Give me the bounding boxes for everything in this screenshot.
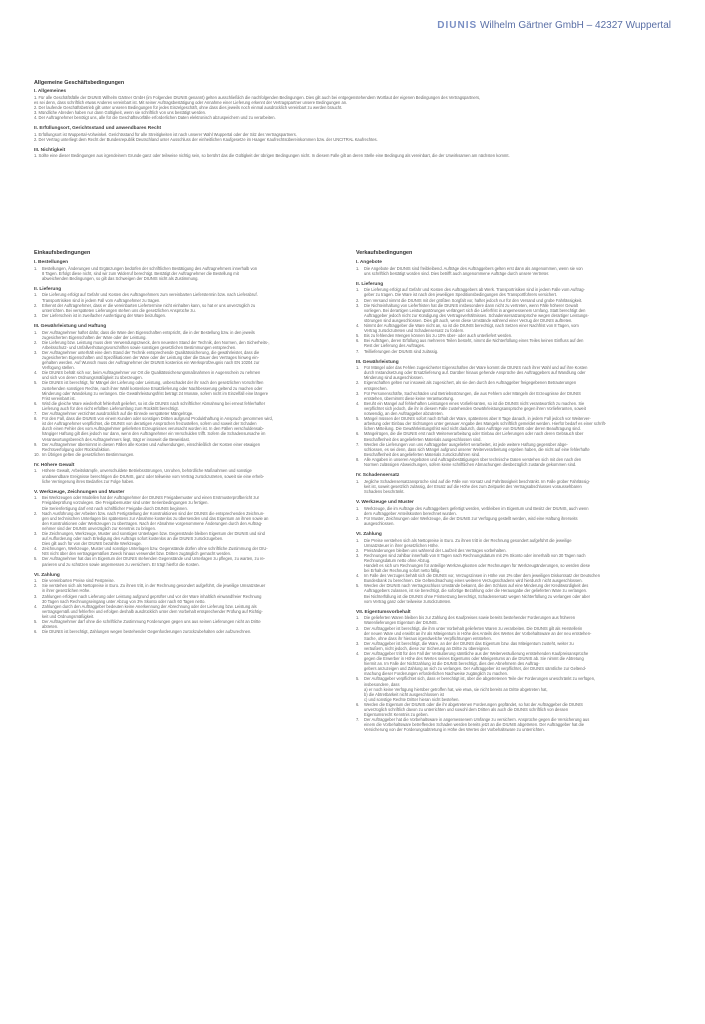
section-heading: II. Lieferung: [356, 281, 384, 287]
clause-number: 5.: [34, 380, 38, 386]
clause-line: Mängelrügen, die die DIUNIS erst nach Weiterverarbeitung oder Einbau der Lieferungen oder nach deren Gebrauch über: [364, 431, 584, 437]
clause-item: [356, 416, 656, 431]
clause-number: 4.: [34, 546, 38, 552]
clause-item: [34, 556, 334, 566]
clause-line: Für Muster, Zeichnungen oder Werkzeuge, die der DIUNIS zur Verfügung gestellt werden, wird eine Haftung ihrerseits: [364, 515, 578, 521]
clause-item: [34, 468, 334, 483]
terms-section: [34, 287, 334, 318]
clause-item: [34, 452, 334, 457]
clause-number: 1.: [356, 265, 360, 271]
clause-number: 5.: [34, 619, 38, 624]
clause-number: 1.: [34, 329, 38, 335]
clause-item: [34, 629, 334, 634]
clause-line: vorliegen. Bei derartigen Leistungsstörungen verlängert sich die Lieferfrist in angemessenem Umfang. Statt berechtigt den: [364, 307, 586, 313]
clause-item: [356, 349, 656, 354]
clause-number: 3.: [356, 302, 360, 308]
clause-number: 6.: [34, 400, 38, 406]
section-heading: IV. Höhere Gewalt: [34, 462, 75, 468]
terms-section: [356, 282, 656, 354]
clause-line: schlossen, es sei denn, dass sich Mängel aufgrund unserer Weiterverarbeitung ergeben haben, die nicht auf eine fehlerhafte: [364, 446, 590, 452]
general-terms: [34, 80, 671, 165]
clause-line: veräußern, nicht jedoch, diese zur Sicherung an Dritte zu übereignen.: [364, 645, 491, 651]
clause-item: [34, 495, 334, 510]
clause-item: [356, 553, 656, 563]
clause-line: es sei denn, dass schriftlich etwas Anderes vereinbart ist. Mit seiner Auftragsbestätigung oder Annahme einer Lieferung erkennt der Vertragspartner unsere Bedingungen an.: [34, 99, 348, 105]
section-heading: V. Werkzeuge, Zeichnungen und Muster: [34, 489, 125, 495]
clause-line: Die Nichteinhaltung von Lieferfristen hat die DIUNIS insbesondere dann nicht zu vertreten, wenn Fälle höherer Gewalt: [364, 302, 578, 308]
clause-item: [356, 365, 656, 380]
clause-line: Handelt es sich um Rechnungen für anteilige Werkzeugkosten oder Rechnungen für Werkzeugänderungen, so werden diese: [364, 562, 591, 568]
clause-line: Arbeitsschutz- und Unfallverhütungsvorschriften sowie sonstigen gesetzlichen Bestimmungen entsprechen.: [42, 344, 237, 350]
clause-line: Die Preise verstehen sich als Nettopreise in Euro. Zu ihnen tritt in der Rechnung gesondert aufgeführt die jeweilige: [364, 537, 572, 543]
clause-number: 10.: [34, 451, 40, 457]
clause-line: in ihrer gesetzlichen Höhe.: [42, 588, 91, 594]
clause-line: Lieferung auch für den nicht erfüllten Lieferumfang zum Rücktritt berechtigt.: [42, 405, 179, 411]
section-heading: II. Lieferung: [34, 286, 62, 292]
clause-line: Versicherung von der Forderungsabtretung in Höhe des Wertes der Vorbehaltsware zu unterrichten.: [364, 727, 545, 733]
clause-line: dem Auftraggeber Anteilskosten berechnet wurden.: [364, 510, 457, 516]
clause-line: zugesicherten Eigenschaften der Ware oder der Leistung.: [42, 334, 147, 340]
clause-number: 4.: [356, 400, 360, 406]
clause-line: Transportrisiken sind in jedem Fall vom Auftragnehmer zu tragen.: [42, 297, 161, 303]
clause-line: Eigentumsrecht Kenntnis zu geben.: [364, 712, 429, 718]
clause-number: 3.: [356, 390, 360, 396]
clause-line: Nimmt der Auftraggeber die Ware nicht an, so ist die DIUNIS berechtigt, nach Setzen einer Nachfrist von 8 Tagen, vom: [364, 323, 579, 329]
clause-line: notwendig, an den Auftraggeber abzutreten.: [364, 411, 444, 417]
general-section: [34, 126, 671, 142]
clause-item: [356, 266, 656, 276]
clause-item: [356, 380, 656, 390]
clause-line: 1. Für alle Geschäftsfälle der DIUNIS Wilhelm Gärtner GmbH (im Folgenden DIUNIS genannt) gelten ausschließlich die nachfolgenden Bedingungen. Dies gilt auch bei entgegenstehendem Wortlaut der eigenen Bedingungen des Vertragspartners,: [34, 94, 481, 100]
section-heading: VII. Eigentumsvorbehalt: [356, 609, 411, 615]
clause-item: [356, 287, 656, 297]
clause-line: 1. Sollte eine dieser Bedingungen aus irgendeinem Grunde ganz oder teilweise nichtig sein, so berührt das die Gültigkeit der übrigen Bedingungen nicht. In diesem Falle gilt an deren Stelle eine Bedingung als vereinbart, die der Unwirksamen am nächsten kommt.: [34, 153, 510, 159]
clause-line: Minderung oder Wandelung zu verlangen. Die Gewährleistungsfrist beträgt 24 Monate, sofern nicht im Einzelfall eine längere: [42, 390, 269, 396]
clause-item: [34, 604, 334, 619]
clause-line: Freigabeprüfung vorzulegen. Die Freigabemuster sind unter Serienbedingungen zu fertigen.: [42, 500, 209, 506]
clause-number: 3.: [34, 312, 38, 318]
clause-item: [34, 583, 334, 593]
clause-line: Beruht ein Mangel auf fehlerhaften Leistungen eines Vorlieferanten, so ist die DIUNIS nicht verantwortlich zu machen. Sie: [364, 400, 585, 406]
clause-line: den Konstruktionen oder Werkzeugen zu übertragen. Nach der Abnahme vorgenommene Änderungen durch den Auftrag-: [42, 520, 263, 526]
clause-line: durch Instandsetzung oder Ersatzlieferung auf. Darüber hinaus gehende Ansprüche des Auftraggebers auf Wandlung oder: [364, 370, 586, 376]
clause-line: Bei Nichterfüllung ist die DIUNIS ohne Fristsetzung berechtigt, Schadensersatz wegen Nichterfüllung zu verlangen oder aber: [364, 593, 590, 599]
clause-number: 2.: [356, 380, 360, 386]
clause-item: [356, 615, 656, 625]
clause-line: c) und sonstige Rechte Dritter hieran nicht bestehen.: [364, 696, 460, 702]
general-section: [34, 89, 671, 120]
clause-line: gen und technischen Unterlagen bis spätestens zur Abnahme kostenlos zu übersenden und das Eigentum an ihnen sowie an: [42, 515, 269, 521]
clause-line: 3. Mündliche Abreden haben nur dann Gültigkeit, wenn sie schriftlich von uns bestätigt werden.: [34, 109, 207, 115]
clause-line: 8 Tagen. Erfolgt diese nicht, sind wir zum Widerruf berechtigt. Bestätigt der Auftragnehmer die Bestellung mit: [42, 270, 239, 276]
clause-number: 4.: [34, 370, 38, 376]
general-section: [34, 148, 671, 159]
clause-item: [356, 573, 656, 583]
clause-line: Die Lieferung erfolgt auf Gefahr und Kosten des Auftraggebers ab Werk. Transportrisiken sind in jedem Falle vom Auftrag-: [364, 287, 585, 293]
clause-line: Teillieferungen der DIUNIS sind zulässig.: [364, 348, 439, 354]
clause-number: 7.: [356, 348, 360, 354]
clause-line: insbesondere, dass: [364, 681, 400, 687]
brand-logo: DIUNIS: [437, 20, 478, 31]
terms-section: [356, 360, 656, 467]
clause-line: Im Übrigen gelten die gesetzlichen Bestimmungen.: [42, 451, 135, 457]
terms-section: [34, 490, 334, 567]
clause-line: liche Verringerung ihres Bedarfes zur Folge haben.: [42, 478, 135, 484]
clause-line: Verfügung stellen.: [42, 365, 75, 371]
clause-number: 4.: [356, 573, 360, 579]
clause-item: [356, 717, 656, 732]
clause-line: Beschaffenheit des angelieferten Materials ausgeschlossen sind.: [364, 436, 482, 442]
clause-number: 2.: [356, 297, 360, 303]
clause-number: 3.: [356, 552, 360, 558]
clause-line: hiermit an. Im Falle der Nichtzahlung ist die DIUNIS berechtigt, dies den Abnehmern des Auftrag-: [364, 661, 540, 667]
clause-item: [34, 350, 334, 370]
clause-line: Der Auftraggeber ist berechtigt, die ihm unter Vorbehalt gelieferten Waren zu verarbeiten. Die DIUNIS gilt als Herstellerin: [364, 625, 583, 631]
clause-line: Die Lieferung bzw. Leistung muss dem Verwendungszweck, dem neuesten Stand der Technik, den Normen, den Sicherheits-,: [42, 339, 270, 345]
clause-line: Die DIUNIS ist berechtigt, Zahlungen wegen bestehender Gegenforderungen zurückzubehalten oder aufzurechnen.: [42, 629, 252, 635]
clause-line: Vertrag zurückzutreten und Schadensersatz zu fordern.: [364, 328, 465, 334]
clause-line: verpflichtet sich jedoch, die ihr in diesem Falle zustehenden Gewährleistungsansprüche gegen ihren Vorlieferanten, soweit: [364, 405, 586, 411]
clause-line: Sache, ohne dass ihr hieraus irgendwelche Verpflichtungen entstehen.: [364, 635, 492, 641]
clause-number: 6.: [356, 338, 360, 344]
clause-number: 7.: [34, 411, 38, 417]
clause-line: durch einen Fehler des vom Auftragnehmer gelieferten Erzeugnisses verursacht worden ist. In den Fällen verschuldensab-: [42, 426, 264, 432]
clause-number: 1.: [34, 292, 38, 298]
clause-line: 2. Der laufende Geschäftsbetrieb gilt unter unseren Bedingungen für jedes Einzelgeschäft, ohne dass dies jeweils noch einmal ausdrücklich vereinbart zu werden braucht.: [34, 104, 343, 110]
clause-number: 1.: [356, 478, 360, 484]
clause-number: 4.: [34, 603, 38, 609]
clause-item: [356, 323, 656, 333]
clause-item: [356, 338, 656, 348]
clause-item: [356, 702, 656, 717]
clause-line: Bestellungen, Änderungen und Ergänzungen bedürfen der schriftlichen Bestätigung des Auftragnehmers innerhalb von: [42, 265, 258, 271]
clause-item: [356, 626, 656, 641]
clause-line: Wird die gleiche Ware wiederholt fehlerhaft geliefert, so ist die DIUNIS nach schriftlicher Abmahnung bei erneut fehlerhafter: [42, 400, 266, 406]
clause-line: Rechnungsdatum netto ohne Abzug.: [364, 557, 431, 563]
clause-line: und sich von deren Ordnungsmäßigkeit zu überzeugen.: [42, 375, 143, 381]
clause-item: [356, 641, 656, 651]
clause-line: Rechnungen sind zahlbar innerhalb von 8 Tagen nach Rechnungsdatum mit 2% Skonto oder innerhalb von 30 Tagen nach: [364, 552, 586, 558]
clause-number: 1.: [34, 495, 38, 501]
clause-line: gehalten werden. Auf Wunsch muss der Auftragnehmer der DIUNIS kostenlos ein Werksprüfzeugnis nach EN 10204 zur: [42, 360, 260, 366]
clause-line: Werden die Lieferungen von uns Auftraggeber ausgeliefert verarbeitet, ist jede weitere Haftung gegenüber abge-: [364, 441, 568, 447]
clause-item: [34, 313, 334, 318]
terms-section: [356, 260, 656, 276]
clause-item: [34, 546, 334, 556]
clause-line: keit ist, soweit gesetzlich zulässig, der Ersatz auf die Höhe des zum Zeitpunkt des Vertragsabschlusses voraussehbaren: [364, 483, 582, 489]
clause-line: Erkennt der Auftragnehmer, dass er die vereinbarten Liefertermine nicht einhalten kann, so hat er uns unverzüglich zu: [42, 302, 256, 308]
clause-line: entstehen, übernimmt diese keine Verantwortung.: [364, 395, 455, 401]
clause-line: vertragsgemäß und fehlerfrei und erfolgen deshalb ausdrücklich unter dem Vorbehalt entsprechender Prüfung auf Richtig-: [42, 608, 263, 614]
clause-line: Werkzeuge, die im Auftrage des Auftraggebers gefertigt werden, verbleiben im Eigentum und Besitz der DIUNIS, auch wenn: [364, 505, 589, 511]
clause-number: 8.: [356, 456, 360, 462]
clause-number: 3.: [34, 349, 38, 355]
clause-line: Zahlungen durch den Auftraggeber bedeuten keine Anerkennung der Abrechnung oder der Lieferung bzw. Leistung als: [42, 603, 257, 609]
clause-number: 9.: [34, 441, 38, 447]
clause-line: Zeichnungen, Werkzeuge, Muster und sonstige Unterlagen bzw. Gegenstände dürfen ohne schriftliche Zustimmung der DIU-: [42, 546, 268, 552]
terms-section: [356, 532, 656, 604]
clause-item: [34, 370, 334, 380]
section-heading: III. Nichtigkeit: [34, 147, 66, 153]
clause-item: [356, 651, 656, 676]
clause-number: 1.: [356, 365, 360, 371]
clause-line: vom Vertrag ganz oder teilweise zurückzutreten.: [364, 598, 452, 604]
clause-number: 6.: [356, 431, 360, 437]
clause-line: bei Erhalt der Rechnung sofort netto fällig.: [364, 568, 441, 574]
clause-line: störungen sind ausgeschlossen. Dies gilt auch, wenn diese Umstände während einer Verzug der DIUNIS auftreten.: [364, 317, 573, 323]
clause-line: Der Auftraggeber tritt für den Fall der Veräußerung sämtliche aus der Weiterveräußerung entstehenden Kaufpreisansprüche: [364, 650, 589, 656]
clause-line: Zahlungen erfolgen nach Lieferung oder Leistung aufgrund geprüfter und vor der Ware inhaltlich einwandfreier Rechnung: [42, 593, 262, 599]
clause-line: Werden der DIUNIS nach Vertragsschluss Umstände bekannt, die den Schluss auf eine Minderung der Kreditwürdigkeit des: [364, 583, 589, 589]
clause-item: [34, 303, 334, 313]
clause-line: einem die Vorbehaltsware betreffenden Schaden werden bereits jetzt an die DIUNIS abgetreten. Der Auftraggeber hat die: [364, 722, 584, 728]
clause-number: 4.: [356, 323, 360, 329]
clause-line: Beschaffenheit des angelieferten Materials zurückzuführen sind.: [364, 451, 481, 457]
clause-line: Für den Fall, dass die DIUNIS von einem Kunden oder sonstigen Dritten aufgrund Produkthaftung in Anspruch genommen wird,: [42, 416, 273, 422]
section-heading: VI. Zahlung: [356, 531, 382, 537]
clause-line: abtreten.: [42, 624, 59, 630]
clause-item: [356, 563, 656, 573]
letterhead: [437, 20, 671, 31]
clause-line: Der Auftraggeber ist berechtigt, die Ware, an der der DIUNIS das Eigentum bzw. das Miteigentum zusteht, weiter zu: [364, 640, 574, 646]
clause-item: [356, 676, 656, 701]
clause-line: Auftraggeber jedoch nicht zur Kündigung des Vertragsverhältnisses. Schadensersatzansprüche wegen derartiger Leistungs-: [364, 312, 589, 318]
clause-number: 1.: [356, 615, 360, 621]
sales-terms-column: [356, 250, 656, 738]
clause-number: 2.: [34, 583, 38, 589]
general-terms-title: Allgemeine Geschäftsbedingungen: [34, 80, 125, 86]
clause-item: [356, 391, 656, 401]
clause-line: Der Lieferschein ist in zweifacher Ausfertigung der Ware beizufügen.: [42, 312, 167, 318]
clause-number: 5.: [356, 416, 360, 422]
clause-line: gegen die Erwerber in Höhe des Wertes seines Eigentums oder Miteigentums an die DIUNIS ab. Sie nimmt die Abtretung: [364, 656, 584, 662]
clause-item: [34, 266, 334, 281]
clause-item: [356, 479, 656, 494]
clause-line: abweichenden Bedingungen, so gilt das Schweigen der DIUNIS nicht als Zustimmung.: [42, 275, 199, 281]
clause-number: 7.: [356, 717, 360, 723]
clause-item: [34, 401, 334, 411]
clause-line: auf Aufforderung oder nach Erledigung des Auftrags sofort kostenlos an die DIUNIS zurückzugeben.: [42, 536, 224, 542]
clause-line: Der Auftragnehmer verzichtet ausdrücklich auf die Einrede verspäteter Mängelrüge.: [42, 411, 194, 417]
purchase-terms-title: Einkaufsbedingungen: [34, 250, 91, 256]
clause-line: Die DIUNIS behält sich vor, beim Auftragnehmer vor Ort die Qualitätssicherungsmaßnahmen in Augenschein zu nehmen: [42, 370, 261, 376]
clause-line: Der Auftragnehmer hat das im Eigentum der DIUNIS stehenden Gegenstände und Unterlagen zu pflegen, zu warten, zu re-: [42, 556, 266, 562]
terms-section: [34, 573, 334, 635]
purchase-terms-column: [34, 250, 334, 640]
clause-line: Die Lieferung erfolgt auf Gefahr und Kosten des Auftragnehmers zum vereinbarten Lieferstermin bzw. nach Lieferabruf.: [42, 292, 258, 298]
clause-line: Der Auftragnehmer übernimmt in diesen Fällen alle Kosten und Aufwendungen, einschließlich der Kosten einer etwaigen: [42, 441, 261, 447]
clause-number: 2.: [356, 625, 360, 631]
clause-item: [34, 594, 334, 604]
clause-line: ausgeschlossen.: [364, 520, 395, 526]
clause-line: keit und Ordnungsmäßigkeit.: [42, 613, 95, 619]
section-heading: III. Gewährleistung und Haftung: [34, 323, 107, 329]
terms-section: [356, 473, 656, 494]
clause-line: Auftraggebers zulassen, ist sie berechtigt, die sofortige Bezahlung oder die Herausgabe der gelieferten Ware zu verlangen.: [364, 588, 588, 594]
clause-line: NIS nicht über den vertragsgemäßen Zweck hinaus verwendet bzw. Dritten zugänglich gemacht werden.: [42, 551, 232, 557]
clause-line: Preisänderungen bleiben uns während der Laufzeit des Vertrages vorbehalten.: [364, 547, 507, 553]
clause-line: zugesicherten Eigenschaften und Spezifikationen der Ware oder der Leistung über die Dauer des Vertrages hinweg ein-: [42, 355, 259, 360]
clause-number: 8.: [34, 416, 38, 422]
clause-number: 1.: [34, 468, 38, 474]
clause-item: [34, 340, 334, 350]
clause-line: nehmer sind der DIUNIS unverzüglich zur Kenntnis zu bringen.: [42, 525, 156, 531]
clause-number: 5.: [34, 556, 38, 562]
clause-line: geber zu tragen. Die Ware ist nach den jeweiligen Speditionsbedingungen des Transportführers versichert.: [364, 292, 558, 298]
clause-line: Die Angebote der DIUNIS sind freibleibend. Aufträge des Auftraggebers gelten erst dann als angenommen, wenn sie von: [364, 265, 583, 271]
clause-line: Nach Ausführung der Arbeiten bzw. nach Fertigstellung der Konstruktionen sind der DIUNIS die entsprechenden Zeichnun-: [42, 510, 265, 516]
clause-line: lichen Mitteilung. Die Gewährleistungsfrist wird nicht dadurch, dass Aufträge von DIUNIS oder deren Beauftragung sind.: [364, 426, 581, 432]
clause-line: parieren und zu schützen sowie angemessen zu versichern. Er trägt hierfür die Kosten.: [42, 561, 200, 567]
clause-item: [356, 506, 656, 516]
clause-line: Höhere Gewalt, Arbeitskämpfe, unverschuldete Betriebsstörungen, Unruhen, behördliche Maßnahmen und sonstige: [42, 468, 252, 474]
clause-number: 1.: [356, 287, 360, 293]
clause-number: 5.: [356, 583, 360, 589]
clause-line: Verantwortungsbereich des Auftragnehmers liegt, trägt er insoweit die Beweislast.: [42, 436, 190, 442]
clause-line: Rest der Lieferung des Auftrages.: [364, 343, 425, 349]
section-heading: I. Allgemeines: [34, 89, 67, 94]
section-heading: II. Erfüllungsort, Gerichtsstand und anwendbares Recht: [34, 126, 162, 132]
clause-number: 3.: [34, 531, 38, 536]
terms-section: [34, 324, 334, 457]
clause-line: machung dieser Forderungen erforderlichen Nachweise zugänglich zu machen.: [364, 671, 509, 677]
clause-line: b) die Abtretbarkeit nicht ausgeschlossen ist: [364, 691, 444, 697]
clause-line: Die gelieferten Waren bleiben bis zur Zahlung des Kaufpreises sowie bereits bestehender Forderungen aus früheren: [364, 615, 576, 621]
clause-line: Der Auftragnehmer darf ohne die schriftliche Zustimmung Forderungen gegen uns aus seinen Lieferungen nicht an Dritte: [42, 619, 261, 624]
clause-item: [34, 511, 334, 531]
clause-line: entsprechen.: [364, 385, 388, 391]
clause-line: gebers anzuzeigen und Zahlung an sich zu verlangen. Der Auftraggeber ist verpflichtet, der DIUNIS sämtliche zur Geltend-: [364, 666, 587, 672]
clause-line: Der Auftraggeber hat die Vorbehaltsware in angemessenem Umfange zu versichern. Ansprüche gegen die Versicherung aus: [364, 717, 590, 723]
clause-line: arbeitung oder Einbau der Sichtungen unter genauer Angabe des Mangels schriftlich gemeldet werden. Hierfür bedarf es einer schrift-: [364, 421, 607, 427]
clause-number: 2.: [34, 302, 38, 308]
clause-item: [356, 431, 656, 441]
clause-number: 3.: [356, 640, 360, 646]
clause-line: Bundesbank zu berechnen. Die Geltendmachung eines weiteren Verzugsschadens wird hierdurch nicht ausgeschlossen.: [364, 578, 583, 584]
section-heading: I. Angebote: [356, 260, 382, 265]
section-heading: V. Werkzeuge und Muster: [356, 499, 414, 505]
clause-line: Die Zeichnungen, Werkzeuge, Muster und sonstigen Unterlagen bzw. Gegenstände bleiben Eigentum der DIUNIS und sind: [42, 531, 265, 536]
clause-number: 6.: [356, 701, 360, 707]
terms-section: [34, 260, 334, 281]
clause-item: [356, 538, 656, 548]
clause-line: Im Falle des Verzuges behält sich die DIUNIS vor, Verzugszinsen in Höhe von 2% über dem jeweiligen Diskontsatz der Deutschen: [364, 573, 600, 579]
clause-line: Der Auftraggeber verpflichtet sich, dass er berechtigt ist, über die abgetretenen Teile der Forderungen uneschränkt zu verfügen,: [364, 676, 596, 682]
clause-number: 3.: [34, 593, 38, 599]
clause-line: Minderung sind ausgeschlossen.: [364, 375, 424, 381]
clause-item: [34, 531, 334, 546]
clause-number: 2.: [356, 547, 360, 553]
clause-number: 5.: [356, 333, 360, 339]
clause-number: 7.: [356, 441, 360, 447]
clause-item: [356, 442, 656, 457]
clause-line: Die Serienfertigung darf erst nach schriftlicher Freigabe durch DIUNIS beginnen.: [42, 505, 188, 511]
clause-line: Die DIUNIS ist berechtigt, für Mängel der Lieferung oder Leistung, unbeschadet der ihr nach den gesetzlichen Vorschriften: [42, 380, 264, 386]
section-heading: III. Gewährleistung: [356, 359, 399, 365]
terms-section: [356, 610, 656, 733]
clause-item: [34, 330, 334, 340]
clause-line: Rechtsverfolgung oder Rückrufaktion.: [42, 446, 111, 452]
clause-line: 4. Der Auftragnehmer benötigt uns, alle für die Geschäftsvorfälle erforderlichen Daten elektronisch abzuspeichern und zu verarbeiten.: [34, 114, 276, 120]
terms-section: [34, 463, 334, 484]
clause-line: Mängel müssen der DIUNIS sofort nach Erhalt der Ware, spätestens aber 8 Tage danach, in jedem Fall jedoch vor Weiterver-: [364, 416, 591, 422]
clause-line: hängiger Haftung gilt dies jedoch nur dann, wenn den Auftragnehmer ein Verschulden trifft. Sofern die Schadensursache im: [42, 431, 266, 437]
clause-line: Warenlieferungen Eigentum der DIUNIS.: [364, 620, 438, 626]
clause-item: [34, 442, 334, 452]
clause-line: unabwendbare Ereignisse berechtigen die DIUNIS, ganz oder teilweise vom Vertrag zurückzutreten, soweit sie eine erheb-: [42, 473, 265, 479]
company-name: Wilhelm Gärtner GmbH – 42327 Wuppertal: [479, 20, 671, 31]
clause-number: 1.: [356, 505, 360, 511]
clause-line: Sie verstehen sich als Nettopreise in Euro. Zu ihnen tritt, in der Rechnung gesondert aufgeführt, die jeweilige Umsatzsteuer: [42, 583, 266, 589]
section-heading: IV. Schadensersatz: [356, 473, 400, 479]
clause-number: 4.: [356, 650, 360, 656]
clause-line: unterrichten. Bei verspäteten Lieferungen stehen uns die gesetzlichen Ansprüche zu.: [42, 307, 196, 313]
clause-line: Eigenschaften gelten nur insoweit als zugesichert, als sie den durch den Auftraggeber freigegebenen Betrauterungen: [364, 380, 577, 386]
clause-line: Bis zu fehlenden Mengen können bis zu 10% über- oder auch unterliefert werden.: [364, 333, 513, 339]
clause-line: Schadens beschränkt.: [364, 488, 405, 494]
clause-line: Bei Aufträgen, deren Erfüllung aus mehreren Teilen besteht, nimmt die Nichterfüllung eines Teiles keinen Einfluss auf den: [364, 338, 584, 344]
clause-item: [356, 303, 656, 323]
clause-number: 2.: [34, 510, 38, 516]
clause-line: Frist vereinbart ist.: [42, 395, 76, 401]
clause-line: Dies gilt auch für von der DIUNIS bezahlte Werkzeuge.: [42, 541, 142, 547]
clause-number: 2.: [356, 515, 360, 521]
clause-item: [356, 516, 656, 526]
clause-line: ist der Auftragnehmer verpflichtet, die DIUNIS von derartigen Ansprüchen freizustellen, sofern und soweit der Schaden: [42, 421, 257, 427]
clause-line: unverzüglich schriftlich davon zu unterrichten und sowohl dem Dritten als auch die DIUNIS schriftlich von dessen: [364, 707, 569, 712]
clause-line: Umsatzsteuer in ihrer gesetzlichen Höhe.: [364, 542, 439, 548]
clause-line: uns schriftlich bestätigt worden sind. Dies betrifft auch angenommene Aufträge durch unsere Vertreter.: [364, 270, 550, 276]
clause-line: 2. Der Vertrag unterliegt dem Recht der Bundesrepublik Deutschland unter Ausschluss der einheitlichen Kaufgesetze im Haager Kaufrechtsübereinkommen bzw. der UNCITRAL Kaufrechtes.: [34, 136, 378, 142]
clause-line: Jegliche Schadensersatzansprüche sind auf die Fälle von Vorsatz und Fahrlässigkeit beschränkt. Im Falle grober Fahrlässig-: [364, 478, 590, 484]
clause-number: 1.: [34, 265, 38, 271]
clause-item: [34, 292, 334, 302]
clause-number: 1.: [34, 578, 38, 584]
clause-item: [356, 583, 656, 603]
clause-line: Für Mängel oder das Fehlen zugesicherter Eigenschaften der Ware kommt die DIUNIS nach ihrer Wahl und auf ihre Kosten: [364, 365, 588, 371]
clause-line: zustehenden sonstigen Rechte, nach ihrer Wahl kostenlose Ersatzlieferung oder Nachbesserung geltend zu machen oder: [42, 385, 263, 391]
clause-line: Für Personenschäfte, Sachschäden und Betriebsstörungen, die aus Fehlern oder Mängeln der Erzeugnisse der DIUNIS: [364, 390, 581, 396]
clause-item: [356, 457, 656, 467]
clause-item: [34, 619, 334, 629]
clause-line: 1. Erfüllungsort ist Wuppertal-Vohwinkel. Gerichtsstand für alle Streitigkeiten ist nach unserer Wahl Wuppertal oder der Sitz des Vertragspartners.: [34, 131, 297, 137]
section-heading: I. Bestellungen: [34, 260, 69, 265]
clause-line: Bei Werkzeugen oder Modellen hat der Auftragnehmer der DIUNIS Freigabemuster und einen Erstmusterprüfbericht zur: [42, 495, 260, 501]
clause-number: 1.: [356, 537, 360, 543]
clause-line: Den Versand nimmt die DIUNIS mit der größten Sorgfalt vor, haftet jedoch nur für den Versand und grobe Fahrlässigkeit.: [364, 297, 583, 303]
clause-line: Normen zulässigen Abweichungen, sofern keine schriftlichen Abmachungen diesbezüglich zustande gekommen sind.: [364, 461, 577, 467]
clause-item: [34, 380, 334, 400]
section-heading: VI. Zahlung: [34, 572, 60, 578]
clause-item: [34, 416, 334, 441]
clause-line: der neuen Ware und erwirbt an ihr als Miteigentum in Höhe des Anteils des Wertes der Vorbehaltsware an der neu entstehen-: [364, 630, 592, 636]
clause-number: 6.: [34, 629, 38, 635]
clause-item: [356, 401, 656, 416]
clause-line: Der Auftragnehmer haftet dafür, dass die Ware den Eigenschaften entspricht, die in der Bestellung bzw. in den jeweils: [42, 329, 255, 335]
terms-section: [356, 500, 656, 526]
clause-line: 30 Tagen nach Rechnungseingang unter Abzug von 3% Skonto oder nach 60 Tagen netto.: [42, 598, 206, 604]
clause-line: Werden die Eigentum der DIUNIS oder die ihr abgetretenen Forderungen gepfändet, so hat der Auftraggeber die DIUNIS: [364, 701, 583, 707]
clause-number: 2.: [34, 339, 38, 345]
clause-line: Alle Angaben in unseren Angeboten und Auftragsbestätigungen über technische Daten verstehen sich mit den nach den: [364, 456, 582, 462]
clause-line: Die vereinbarten Preise sind Festpreise.: [42, 578, 115, 584]
clause-number: 5.: [356, 676, 360, 682]
clause-line: a) er noch keine Verfügung hierüber getroffen hat, wie etwa, sie nicht bereits an Dritte abgetreten hat,: [364, 686, 548, 692]
sales-terms-title: Verkaufsbedingungen: [356, 250, 413, 256]
clause-line: Der Auftragnehmer unterhält eine dem Stand der Technik entsprechende Qualitätssicherung, die gewährleistet, dass die: [42, 349, 260, 355]
